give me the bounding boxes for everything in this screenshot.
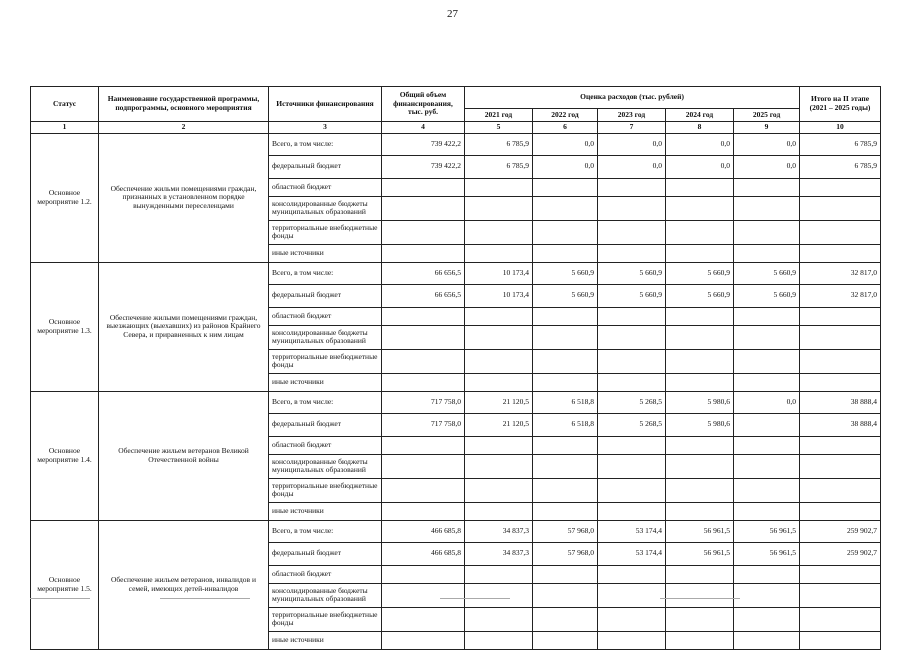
source-cell: Всего, в том числе: [269,262,382,284]
year-2025-cell: 0,0 [734,391,800,413]
year-2023-cell: 0,0 [598,155,666,178]
year-2022-cell: 57 968,0 [533,542,598,565]
total-cell [382,220,465,244]
stage-total-cell [800,373,881,391]
stage-total-cell [800,196,881,220]
header-stage-total: Итого на II этапе (2021 – 2025 годы) [800,87,881,122]
year-2022-cell [533,631,598,649]
source-cell: территориальные внебюджетные фонды [269,349,382,373]
stage-total-cell [800,349,881,373]
year-2023-cell: 53 174,4 [598,542,666,565]
total-cell [382,631,465,649]
stage-total-cell: 38 888,4 [800,413,881,436]
header-year: 2022 год [533,109,598,122]
year-2023-cell [598,325,666,349]
column-numbers-row [31,122,881,134]
table-row [31,391,881,413]
source-cell: федеральный бюджет [269,542,382,565]
total-cell: 739 422,2 [382,133,465,155]
year-2022-cell [533,244,598,262]
total-cell [382,373,465,391]
source-cell: консолидированные бюджеты муниципальных образований [269,196,382,220]
year-2023-cell [598,502,666,520]
source-cell: областной бюджет [269,436,382,454]
total-cell [382,178,465,196]
table-header [31,87,881,134]
total-cell [382,502,465,520]
year-2024-cell [666,373,734,391]
source-cell: иные источники [269,373,382,391]
header-sources: Источники финансирования [269,87,382,122]
source-cell: консолидированные бюджеты муниципальных образований [269,454,382,478]
year-2025-cell [734,307,800,325]
header-year: 2024 год [666,109,734,122]
year-2024-cell: 56 961,5 [666,542,734,565]
year-2024-cell: 0,0 [666,133,734,155]
year-2023-cell [598,220,666,244]
total-cell [382,436,465,454]
column-number: 6 [533,122,598,134]
year-2023-cell [598,478,666,502]
stage-total-cell [800,244,881,262]
stage-total-cell [800,631,881,649]
year-2021-cell: 34 837,3 [465,520,533,542]
program-name-cell: Обеспечение жильми помещениями граждан, признанных в установленном порядке вынужденными переселенцами [99,133,269,262]
total-cell [382,196,465,220]
total-cell: 739 422,2 [382,155,465,178]
year-2022-cell [533,607,598,631]
source-cell: Всего, в том числе: [269,133,382,155]
stage-total-cell: 259 902,7 [800,520,881,542]
year-2025-cell [734,325,800,349]
year-2025-cell [734,631,800,649]
stage-total-cell: 32 817,0 [800,262,881,284]
year-2024-cell: 5 660,9 [666,284,734,307]
year-2025-cell [734,478,800,502]
total-cell: 466 685,8 [382,542,465,565]
program-name-cell: Обеспечение жилыми помещениями граждан, выезжающих (выехавших) из районов Крайнего Севера, и приравненных к ним лицам [99,262,269,391]
year-2022-cell [533,349,598,373]
footer-mark [160,598,250,599]
year-2023-cell [598,583,666,607]
column-number: 3 [269,122,382,134]
total-cell: 717 758,0 [382,413,465,436]
footer-mark [660,598,740,599]
year-2022-cell [533,583,598,607]
year-2024-cell [666,178,734,196]
header-year: 2021 год [465,109,533,122]
year-2021-cell [465,325,533,349]
header-status: Статус [31,87,99,122]
year-2024-cell: 5 980,6 [666,413,734,436]
status-cell: Основное мероприятие 1.2. [31,133,99,262]
stage-total-cell [800,307,881,325]
source-cell: иные источники [269,631,382,649]
year-2024-cell [666,244,734,262]
year-2021-cell: 6 785,9 [465,133,533,155]
year-2021-cell [465,478,533,502]
source-cell: иные источники [269,502,382,520]
status-cell: Основное мероприятие 1.5. [31,520,99,649]
column-number: 8 [666,122,734,134]
year-2025-cell: 0,0 [734,155,800,178]
source-cell: федеральный бюджет [269,155,382,178]
year-2023-cell: 5 268,5 [598,391,666,413]
year-2022-cell [533,565,598,583]
total-cell [382,244,465,262]
stage-total-cell [800,220,881,244]
year-2025-cell [734,454,800,478]
year-2021-cell [465,196,533,220]
year-2023-cell: 5 660,9 [598,262,666,284]
total-cell: 717 758,0 [382,391,465,413]
year-2022-cell [533,502,598,520]
year-2025-cell [734,583,800,607]
source-cell: консолидированные бюджеты муниципальных образований [269,325,382,349]
year-2021-cell [465,373,533,391]
year-2022-cell: 5 660,9 [533,262,598,284]
column-number: 5 [465,122,533,134]
year-2023-cell [598,454,666,478]
source-cell: областной бюджет [269,307,382,325]
year-2025-cell [734,220,800,244]
year-2021-cell [465,454,533,478]
budget-table [30,86,881,650]
status-cell: Основное мероприятие 1.3. [31,262,99,391]
year-2025-cell [734,178,800,196]
year-2021-cell [465,607,533,631]
year-2022-cell [533,436,598,454]
year-2022-cell: 0,0 [533,155,598,178]
year-2021-cell: 21 120,5 [465,391,533,413]
total-cell: 66 656,5 [382,284,465,307]
year-2025-cell [734,565,800,583]
stage-total-cell: 259 902,7 [800,542,881,565]
source-cell: федеральный бюджет [269,284,382,307]
year-2025-cell [734,244,800,262]
header-year: 2025 год [734,109,800,122]
footer-mark [30,598,90,599]
year-2024-cell [666,436,734,454]
page-number: 27 [447,8,458,20]
table-body [31,133,881,649]
column-number: 2 [99,122,269,134]
year-2022-cell: 57 968,0 [533,520,598,542]
stage-total-cell [800,436,881,454]
year-2021-cell [465,244,533,262]
year-2021-cell [465,502,533,520]
year-2022-cell [533,307,598,325]
year-2024-cell [666,220,734,244]
year-2022-cell [533,478,598,502]
year-2021-cell [465,436,533,454]
year-2023-cell [598,565,666,583]
year-2022-cell [533,454,598,478]
year-2025-cell [734,349,800,373]
program-name-cell: Обеспечение жильем ветеранов, инвалидов и семей, имеющих детей-инвалидов [99,520,269,649]
year-2023-cell [598,307,666,325]
year-2023-cell: 0,0 [598,133,666,155]
year-2021-cell [465,565,533,583]
year-2023-cell [598,607,666,631]
stage-total-cell [800,502,881,520]
year-2022-cell: 6 518,8 [533,391,598,413]
source-cell: территориальные внебюджетные фонды [269,220,382,244]
year-2022-cell [533,373,598,391]
total-cell [382,565,465,583]
year-2021-cell [465,307,533,325]
stage-total-cell [800,454,881,478]
footer-mark [440,598,510,599]
year-2024-cell [666,307,734,325]
year-2021-cell: 6 785,9 [465,155,533,178]
source-cell: консолидированные бюджеты муниципальных образований [269,583,382,607]
year-2024-cell: 56 961,5 [666,520,734,542]
year-2023-cell [598,196,666,220]
total-cell [382,478,465,502]
source-cell: федеральный бюджет [269,413,382,436]
source-cell: территориальные внебюджетные фонды [269,607,382,631]
year-2023-cell: 5 268,5 [598,413,666,436]
year-2025-cell [734,196,800,220]
year-2025-cell [734,502,800,520]
year-2021-cell [465,220,533,244]
column-number: 10 [800,122,881,134]
year-2023-cell [598,631,666,649]
year-2022-cell [533,178,598,196]
year-2024-cell: 5 660,9 [666,262,734,284]
year-2025-cell: 56 961,5 [734,542,800,565]
total-cell [382,607,465,631]
year-2022-cell [533,196,598,220]
year-2023-cell [598,436,666,454]
header-total: Общий объем финансирования, тыс. руб. [382,87,465,122]
year-2024-cell [666,478,734,502]
stage-total-cell: 6 785,9 [800,155,881,178]
stage-total-cell [800,478,881,502]
year-2022-cell: 0,0 [533,133,598,155]
year-2024-cell [666,631,734,649]
table-row [31,520,881,542]
total-cell: 466 685,8 [382,520,465,542]
year-2023-cell [598,373,666,391]
stage-total-cell: 38 888,4 [800,391,881,413]
source-cell: Всего, в том числе: [269,391,382,413]
year-2021-cell [465,631,533,649]
year-2024-cell [666,607,734,631]
year-2022-cell [533,220,598,244]
stage-total-cell [800,565,881,583]
stage-total-cell [800,583,881,607]
year-2024-cell [666,502,734,520]
column-number: 1 [31,122,99,134]
header-year: 2023 год [598,109,666,122]
year-2023-cell [598,178,666,196]
year-2022-cell: 6 518,8 [533,413,598,436]
total-cell [382,307,465,325]
year-2021-cell: 10 173,4 [465,262,533,284]
year-2025-cell: 56 961,5 [734,520,800,542]
table-row [31,262,881,284]
source-cell: иные источники [269,244,382,262]
year-2024-cell [666,325,734,349]
total-cell: 66 656,5 [382,262,465,284]
year-2025-cell: 5 660,9 [734,284,800,307]
program-name-cell: Обеспечение жильем ветеранов Великой Отечественной войны [99,391,269,520]
year-2021-cell: 34 837,3 [465,542,533,565]
year-2025-cell: 0,0 [734,133,800,155]
stage-total-cell [800,607,881,631]
year-2021-cell: 21 120,5 [465,413,533,436]
year-2024-cell [666,565,734,583]
year-2024-cell [666,454,734,478]
table-row [31,133,881,155]
year-2024-cell [666,583,734,607]
year-2021-cell [465,583,533,607]
column-number: 7 [598,122,666,134]
year-2024-cell [666,196,734,220]
year-2021-cell [465,178,533,196]
column-number: 4 [382,122,465,134]
source-cell: Всего, в том числе: [269,520,382,542]
source-cell: областной бюджет [269,178,382,196]
stage-total-cell: 32 817,0 [800,284,881,307]
year-2023-cell: 53 174,4 [598,520,666,542]
year-2025-cell [734,413,800,436]
year-2024-cell [666,349,734,373]
year-2024-cell: 0,0 [666,155,734,178]
year-2023-cell: 5 660,9 [598,284,666,307]
year-2025-cell [734,607,800,631]
total-cell [382,325,465,349]
stage-total-cell [800,325,881,349]
year-2025-cell [734,436,800,454]
stage-total-cell [800,178,881,196]
source-cell: территориальные внебюджетные фонды [269,478,382,502]
year-2022-cell [533,325,598,349]
year-2021-cell [465,349,533,373]
year-2025-cell: 5 660,9 [734,262,800,284]
source-cell: областной бюджет [269,565,382,583]
year-2022-cell: 5 660,9 [533,284,598,307]
header-estimate: Оценка расходов (тыс. рублей) [465,87,800,109]
total-cell [382,583,465,607]
stage-total-cell: 6 785,9 [800,133,881,155]
year-2023-cell [598,244,666,262]
year-2023-cell [598,349,666,373]
column-number: 9 [734,122,800,134]
year-2025-cell [734,373,800,391]
total-cell [382,349,465,373]
total-cell [382,454,465,478]
header-program: Наименование государственной программы, подпрограммы, основного мероприятия [99,87,269,122]
year-2021-cell: 10 173,4 [465,284,533,307]
year-2024-cell: 5 980,6 [666,391,734,413]
status-cell: Основное мероприятие 1.4. [31,391,99,520]
